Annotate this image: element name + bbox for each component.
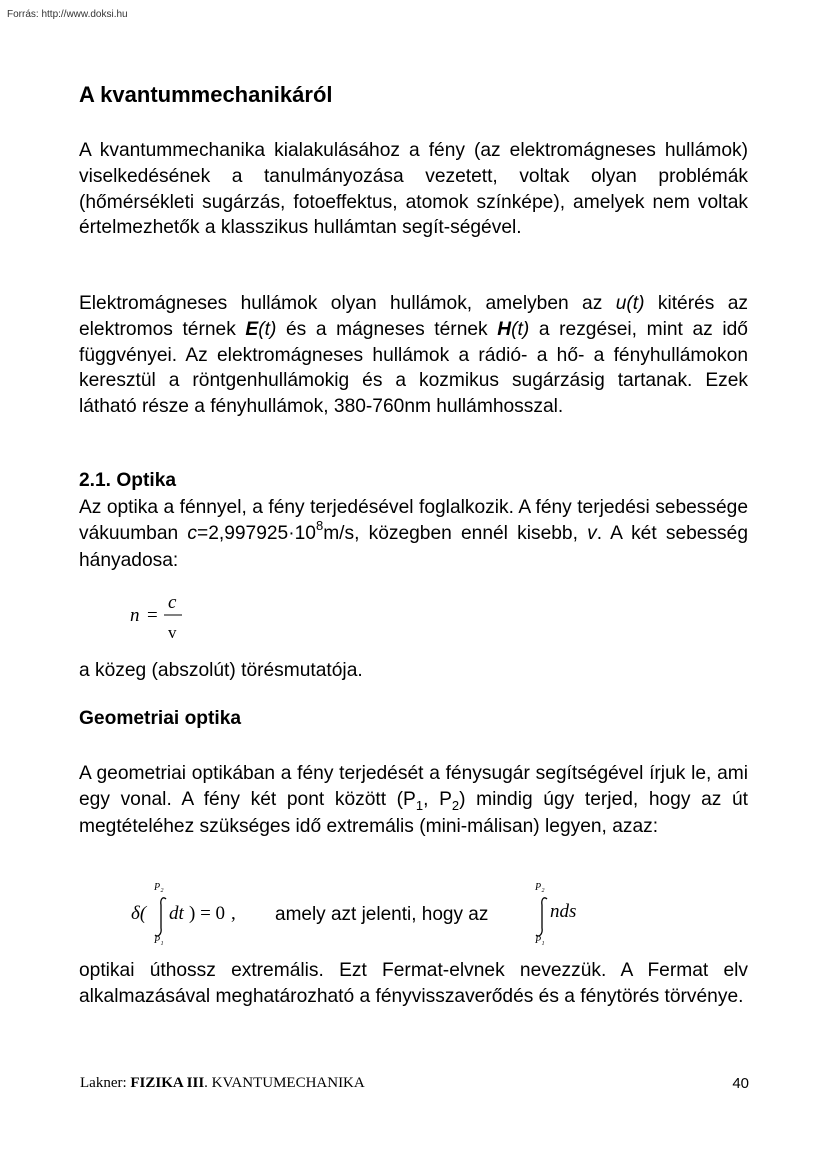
integral2-lower-limit: P₁ (535, 935, 545, 946)
text-segment: kitérés az elektromos térnek (79, 293, 748, 340)
formula-n-eq: = (147, 605, 158, 626)
text-segment: . A két sebesség hányadosa: (79, 522, 748, 571)
text-segment: , P (423, 788, 452, 810)
source-note: Forrás: http://www.doksi.hu (7, 9, 128, 20)
page-number: 40 (732, 1075, 749, 1092)
text-segment: a rezgései, mint az idő függvényei. Az elektromágneses hullámok a rádió- a hő- a fényhullámokon keresztül a röntgenhullámokig és a kozmikus sugárzásig tartanak. Ezek látható része a fényhullámok, 380-760nm hullámhosszal. (79, 318, 748, 418)
paragraph-fermat: optikai úthossz extremális. Ezt Fermat-elvnek nevezzük. A Fermat elv alkalmazásával meghatározható a fényvisszaverődés és a fénytörés törvénye. (79, 960, 748, 1007)
formula-comma: , (231, 903, 236, 924)
paragraph-geometriai (79, 761, 748, 839)
integral-sign-icon (155, 898, 166, 936)
text-segment: Elektromágneses hullámok olyan hullámok, amelyben az (79, 293, 616, 314)
footer-chapter: . KVANTUMECHANIKA (204, 1075, 365, 1091)
formula-dt: dt (169, 903, 184, 924)
e-field-symbol: E (245, 318, 259, 340)
text-segment: ) mindig úgy terjed, hogy az út megtételéhez szükséges idő extremális (mini-málisan) legyen, azaz: (79, 788, 748, 837)
h-field-arg: (t) (511, 318, 530, 340)
c-symbol: c (187, 522, 197, 544)
formula-explanation: amely azt jelenti, hogy az (275, 904, 489, 925)
formula-n-svg (130, 590, 200, 642)
paragraph-em-waves (79, 291, 748, 420)
integral2-upper-limit: P₂ (535, 882, 545, 893)
formula-n-numerator: c (168, 592, 177, 613)
formula-fermat-svg (79, 878, 748, 948)
paragraph-optika (79, 495, 748, 573)
formula-refractive-index (130, 590, 200, 642)
page-title: A kvantummechanikáról (79, 82, 333, 107)
e-field-arg: (t) (258, 318, 277, 340)
h-field-symbol: H (497, 318, 512, 340)
integral-lower-limit: P₁ (154, 935, 164, 946)
section-heading-optika: 2.1. Optika (79, 470, 177, 491)
formula-fermat-row (79, 878, 748, 948)
subscript-2: 2 (451, 797, 460, 813)
formula-n-denominator: v (168, 623, 177, 642)
footer-author: Lakner: (80, 1075, 131, 1091)
integral-upper-limit: P₂ (154, 882, 164, 893)
paragraph-refractive-desc: a közeg (abszolút) törésmutatója. (79, 660, 363, 681)
text-segment: és a mágneses térnek (276, 318, 498, 340)
paragraph-intro: A kvantummechanika kialakulásához a fény (az elektromágneses hullámok) viselkedésének a tanulmányozása vezetett, voltak olyan problémák (hőmérsékleti sugárzás, fotoeffektus, atomok színképe), amelyek nem voltak értelmezhetők a klasszikus hullámtan segít-ségével. (79, 140, 748, 239)
formula-n-lhs: n (130, 605, 140, 626)
text-segment: =2,997925·10 (196, 522, 316, 544)
exponent: 8 (315, 517, 324, 533)
text-segment: m/s, közegben ennél kisebb, (323, 522, 588, 544)
subscript-1: 1 (415, 797, 424, 813)
section-heading-geometriai: Geometriai optika (79, 708, 242, 729)
formula-equals-zero: ) = 0 (189, 903, 226, 924)
formula-nds: nds (550, 901, 577, 922)
u-t-term: u(t) (615, 293, 645, 314)
v-symbol: v (587, 522, 597, 544)
text-segment: Az optika a fénnyel, a fény terjedésével foglalkozik. A fény terjedési sebessége vákuumban (79, 497, 748, 544)
footer-book: FIZIKA III (130, 1075, 205, 1091)
integral-sign-icon (536, 898, 547, 936)
text-segment: A geometriai optikában a fény terjedését a fénysugár segítségével írjuk le, ami egy vonal. A fény két pont között (P (79, 763, 748, 810)
formula-delta: δ( (131, 903, 147, 924)
page-footer (80, 1075, 749, 1092)
